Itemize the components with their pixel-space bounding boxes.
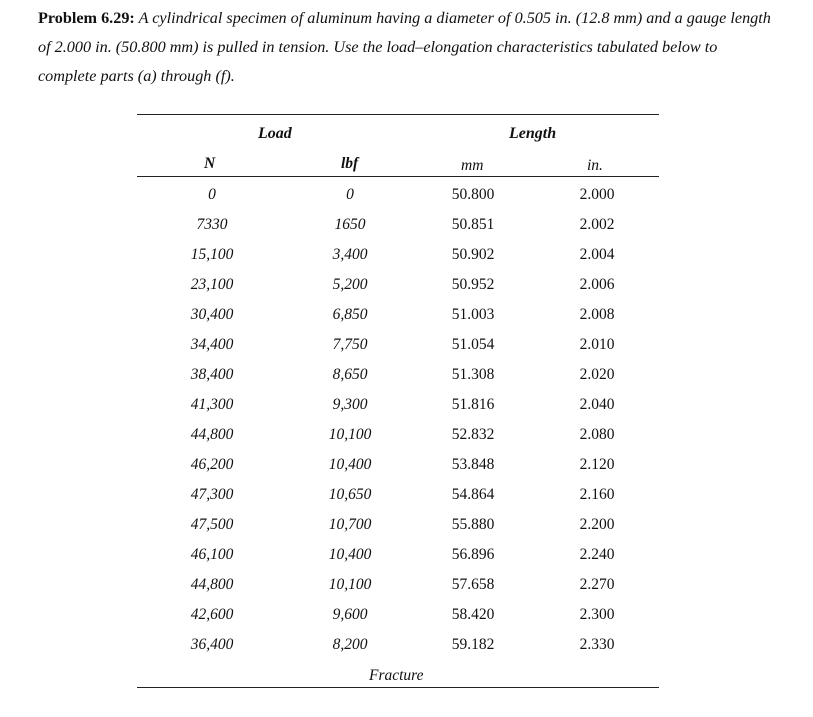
cell-lbf: 9,300 (332, 396, 368, 413)
cell-lbf: 0 (346, 186, 354, 203)
cell-n: 34,400 (190, 336, 234, 353)
problem-text: A cylindrical specimen of aluminum having a diameter of 0.505 in. (12.8 mm) and a gauge length of 2.000 in. (50.800 mm) is pulled in tension. Use the load–elongation characteristics tabulated below to complete parts (a) through (f). (38, 9, 771, 85)
cell-in: 2.008 (579, 306, 615, 323)
cell-mm: 51.054 (451, 336, 495, 353)
cell-mm: 51.003 (451, 306, 495, 323)
unit-in: in. (587, 157, 603, 174)
cell-n: 46,100 (190, 546, 234, 563)
cell-lbf: 9,600 (332, 606, 368, 623)
cell-n: 38,400 (190, 366, 234, 383)
cell-in: 2.010 (579, 336, 615, 353)
cell-in: 2.040 (579, 396, 615, 413)
cell-lbf: 7,750 (332, 336, 368, 353)
cell-n: 0 (208, 186, 216, 203)
table-bottom-rule (137, 687, 659, 688)
cell-mm: 50.952 (451, 276, 495, 293)
unit-n: N (204, 155, 216, 172)
cell-mm: 51.816 (451, 396, 495, 413)
cell-lbf: 8,200 (332, 636, 368, 653)
table-top-rule (137, 114, 659, 115)
cell-mm: 50.851 (451, 216, 495, 233)
cell-lbf: 8,650 (332, 366, 368, 383)
cell-n: 44,800 (190, 576, 234, 593)
cell-in: 2.330 (579, 636, 615, 653)
cell-in: 2.160 (579, 486, 615, 503)
cell-mm: 52.832 (451, 426, 495, 443)
table-header-rule (137, 176, 659, 177)
cell-n: 46,200 (190, 456, 234, 473)
fracture-label: Fracture (369, 667, 424, 684)
cell-n: 7330 (196, 216, 228, 233)
cell-in: 2.002 (579, 216, 615, 233)
cell-lbf: 10,100 (328, 426, 372, 443)
cell-mm: 50.902 (451, 246, 495, 263)
cell-lbf: 10,400 (328, 546, 372, 563)
cell-mm: 51.308 (451, 366, 495, 383)
cell-n: 47,300 (190, 486, 234, 503)
cell-in: 2.270 (579, 576, 615, 593)
cell-mm: 53.848 (451, 456, 495, 473)
cell-mm: 59.182 (451, 636, 495, 653)
cell-lbf: 5,200 (332, 276, 368, 293)
cell-in: 2.004 (579, 246, 615, 263)
problem-statement (38, 4, 778, 91)
cell-in: 2.020 (579, 366, 615, 383)
cell-n: 47,500 (190, 516, 234, 533)
cell-n: 30,400 (190, 306, 234, 323)
load-group-header: Load (258, 125, 292, 142)
cell-in: 2.080 (579, 426, 615, 443)
cell-lbf: 10,650 (328, 486, 372, 503)
cell-in: 2.240 (579, 546, 615, 563)
cell-in: 2.006 (579, 276, 615, 293)
cell-lbf: 3,400 (332, 246, 368, 263)
cell-lbf: 1650 (334, 216, 366, 233)
length-group-header: Length (509, 125, 557, 142)
cell-lbf: 10,100 (328, 576, 372, 593)
cell-mm: 54.864 (451, 486, 495, 503)
problem-label: Problem 6.29: (38, 9, 135, 27)
cell-mm: 56.896 (451, 546, 495, 563)
cell-n: 42,600 (190, 606, 234, 623)
cell-n: 41,300 (190, 396, 234, 413)
cell-mm: 50.800 (451, 186, 495, 203)
cell-in: 2.200 (579, 516, 615, 533)
cell-mm: 55.880 (451, 516, 495, 533)
cell-n: 44,800 (190, 426, 234, 443)
cell-n: 23,100 (190, 276, 234, 293)
unit-mm: mm (461, 157, 484, 174)
cell-lbf: 10,700 (328, 516, 372, 533)
cell-in: 2.000 (579, 186, 615, 203)
cell-n: 36,400 (190, 636, 234, 653)
cell-in: 2.300 (579, 606, 615, 623)
cell-lbf: 10,400 (328, 456, 372, 473)
cell-n: 15,100 (190, 246, 234, 263)
cell-mm: 58.420 (451, 606, 495, 623)
cell-lbf: 6,850 (332, 306, 368, 323)
unit-lbf: lbf (341, 155, 359, 172)
cell-mm: 57.658 (451, 576, 495, 593)
cell-in: 2.120 (579, 456, 615, 473)
